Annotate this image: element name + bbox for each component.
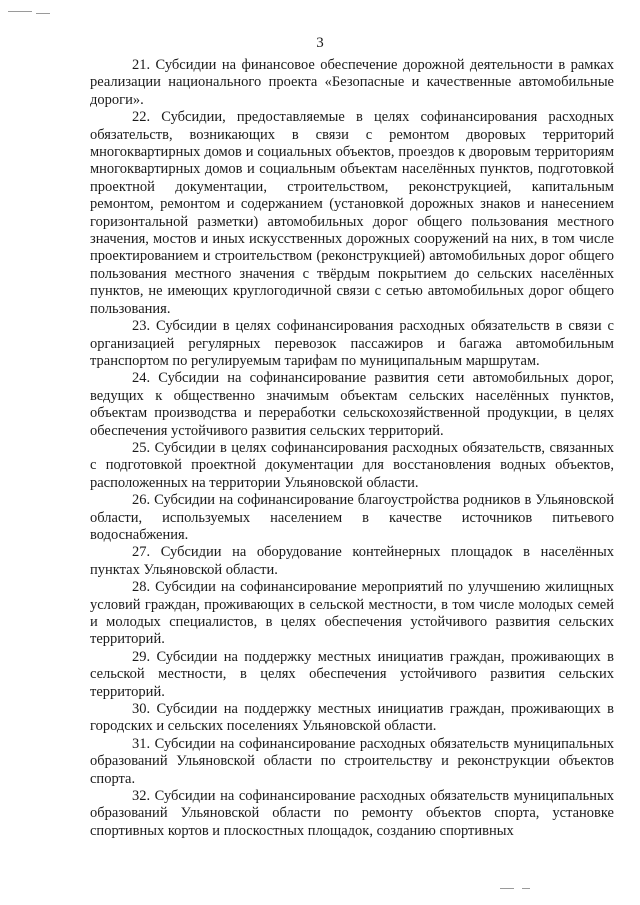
paragraph-21: 21. Субсидии на финансовое обеспечение дорожной деятельности в рамках реализации национального проекта «Безопасные и качественные автомобильные дороги». bbox=[90, 57, 614, 108]
paragraph-26: 26. Субсидии на софинансирование благоустройства родников в Ульяновской области, используемых населением в качестве источников питьевого водоснабжения. bbox=[90, 492, 614, 543]
paragraph-32: 32. Субсидии на софинансирование расходных обязательств муниципальных образований Ульяновской области по ремонту объектов спорта, установке спортивных кортов и плоскостных площадок, созданию спортивных bbox=[90, 788, 614, 839]
paragraph-22: 22. Субсидии, предоставляемые в целях софинансирования расходных обязательств, возникающих в связи с ремонтом дворовых территорий многоквартирных домов и социальных объектов, проездов к дворовым территориям многоквартирных домов и социальным объектам населённых пунктов, подготовкой проектной документации, строительством, реконструкцией, капитальным ремонтом, ремонтом и содержанием (установкой дорожных знаков и нанесением горизонтальной разметки) автомобильных дорог общего пользования местного значения, мостов и иных искусственных дорожных сооружений на них, в том числе проектированием и строительством (реконструкцией) автомобильных дорог общего пользования местного значения с твёрдым покрытием до сельских населённых пунктов, не имеющих круглогодичной связи с сетью автомобильных дорог общего пользования. bbox=[90, 109, 614, 317]
paragraph-31: 31. Субсидии на софинансирование расходных обязательств муниципальных образований Ульяновской области по строительству и реконструкции объектов спорта. bbox=[90, 735, 614, 787]
paragraph-25: 25. Субсидии в целях софинансирования расходных обязательств, связанных с подготовкой проектной документации для восстановления водных объектов, расположенных на территории Ульяновской области. bbox=[90, 439, 614, 491]
paragraph-28: 28. Субсидии на софинансирование мероприятий по улучшению жилищных условий граждан, проживающих в сельской местности, в том числе молодых семей и молодых специалистов, в целях обеспечения устойчивого развития сельских территорий. bbox=[90, 579, 614, 648]
paragraph-24: 24. Субсидии на софинансирование развития сети автомобильных дорог, ведущих к общественно значимым объектам сельских населённых пунктов, объектам производства и переработки сельскохозяйственной продукции, в целях обеспечения устойчивого развития сельских территорий. bbox=[90, 370, 614, 439]
scan-artifact bbox=[500, 888, 514, 889]
page-number: 3 bbox=[316, 35, 324, 51]
paragraph-23: 23. Субсидии в целях софинансирования расходных обязательств в связи с организацией регулярных перевозок пассажиров и багажа автомобильным транспортом по регулируемым тарифам по муниципальным маршрутам. bbox=[90, 318, 614, 369]
scan-artifact bbox=[36, 13, 50, 14]
document-body bbox=[90, 57, 614, 840]
paragraph-27: 27. Субсидии на оборудование контейнерных площадок в населённых пунктах Ульяновской области. bbox=[90, 544, 614, 578]
scan-artifact bbox=[8, 11, 32, 12]
scan-artifact bbox=[522, 888, 530, 889]
paragraph-29: 29. Субсидии на поддержку местных инициатив граждан, проживающих в сельской местности, в целях обеспечения устойчивого развития сельских территорий. bbox=[90, 648, 614, 700]
paragraph-30: 30. Субсидии на поддержку местных инициатив граждан, проживающих в городских и сельских поселениях Ульяновской области. bbox=[90, 701, 614, 735]
